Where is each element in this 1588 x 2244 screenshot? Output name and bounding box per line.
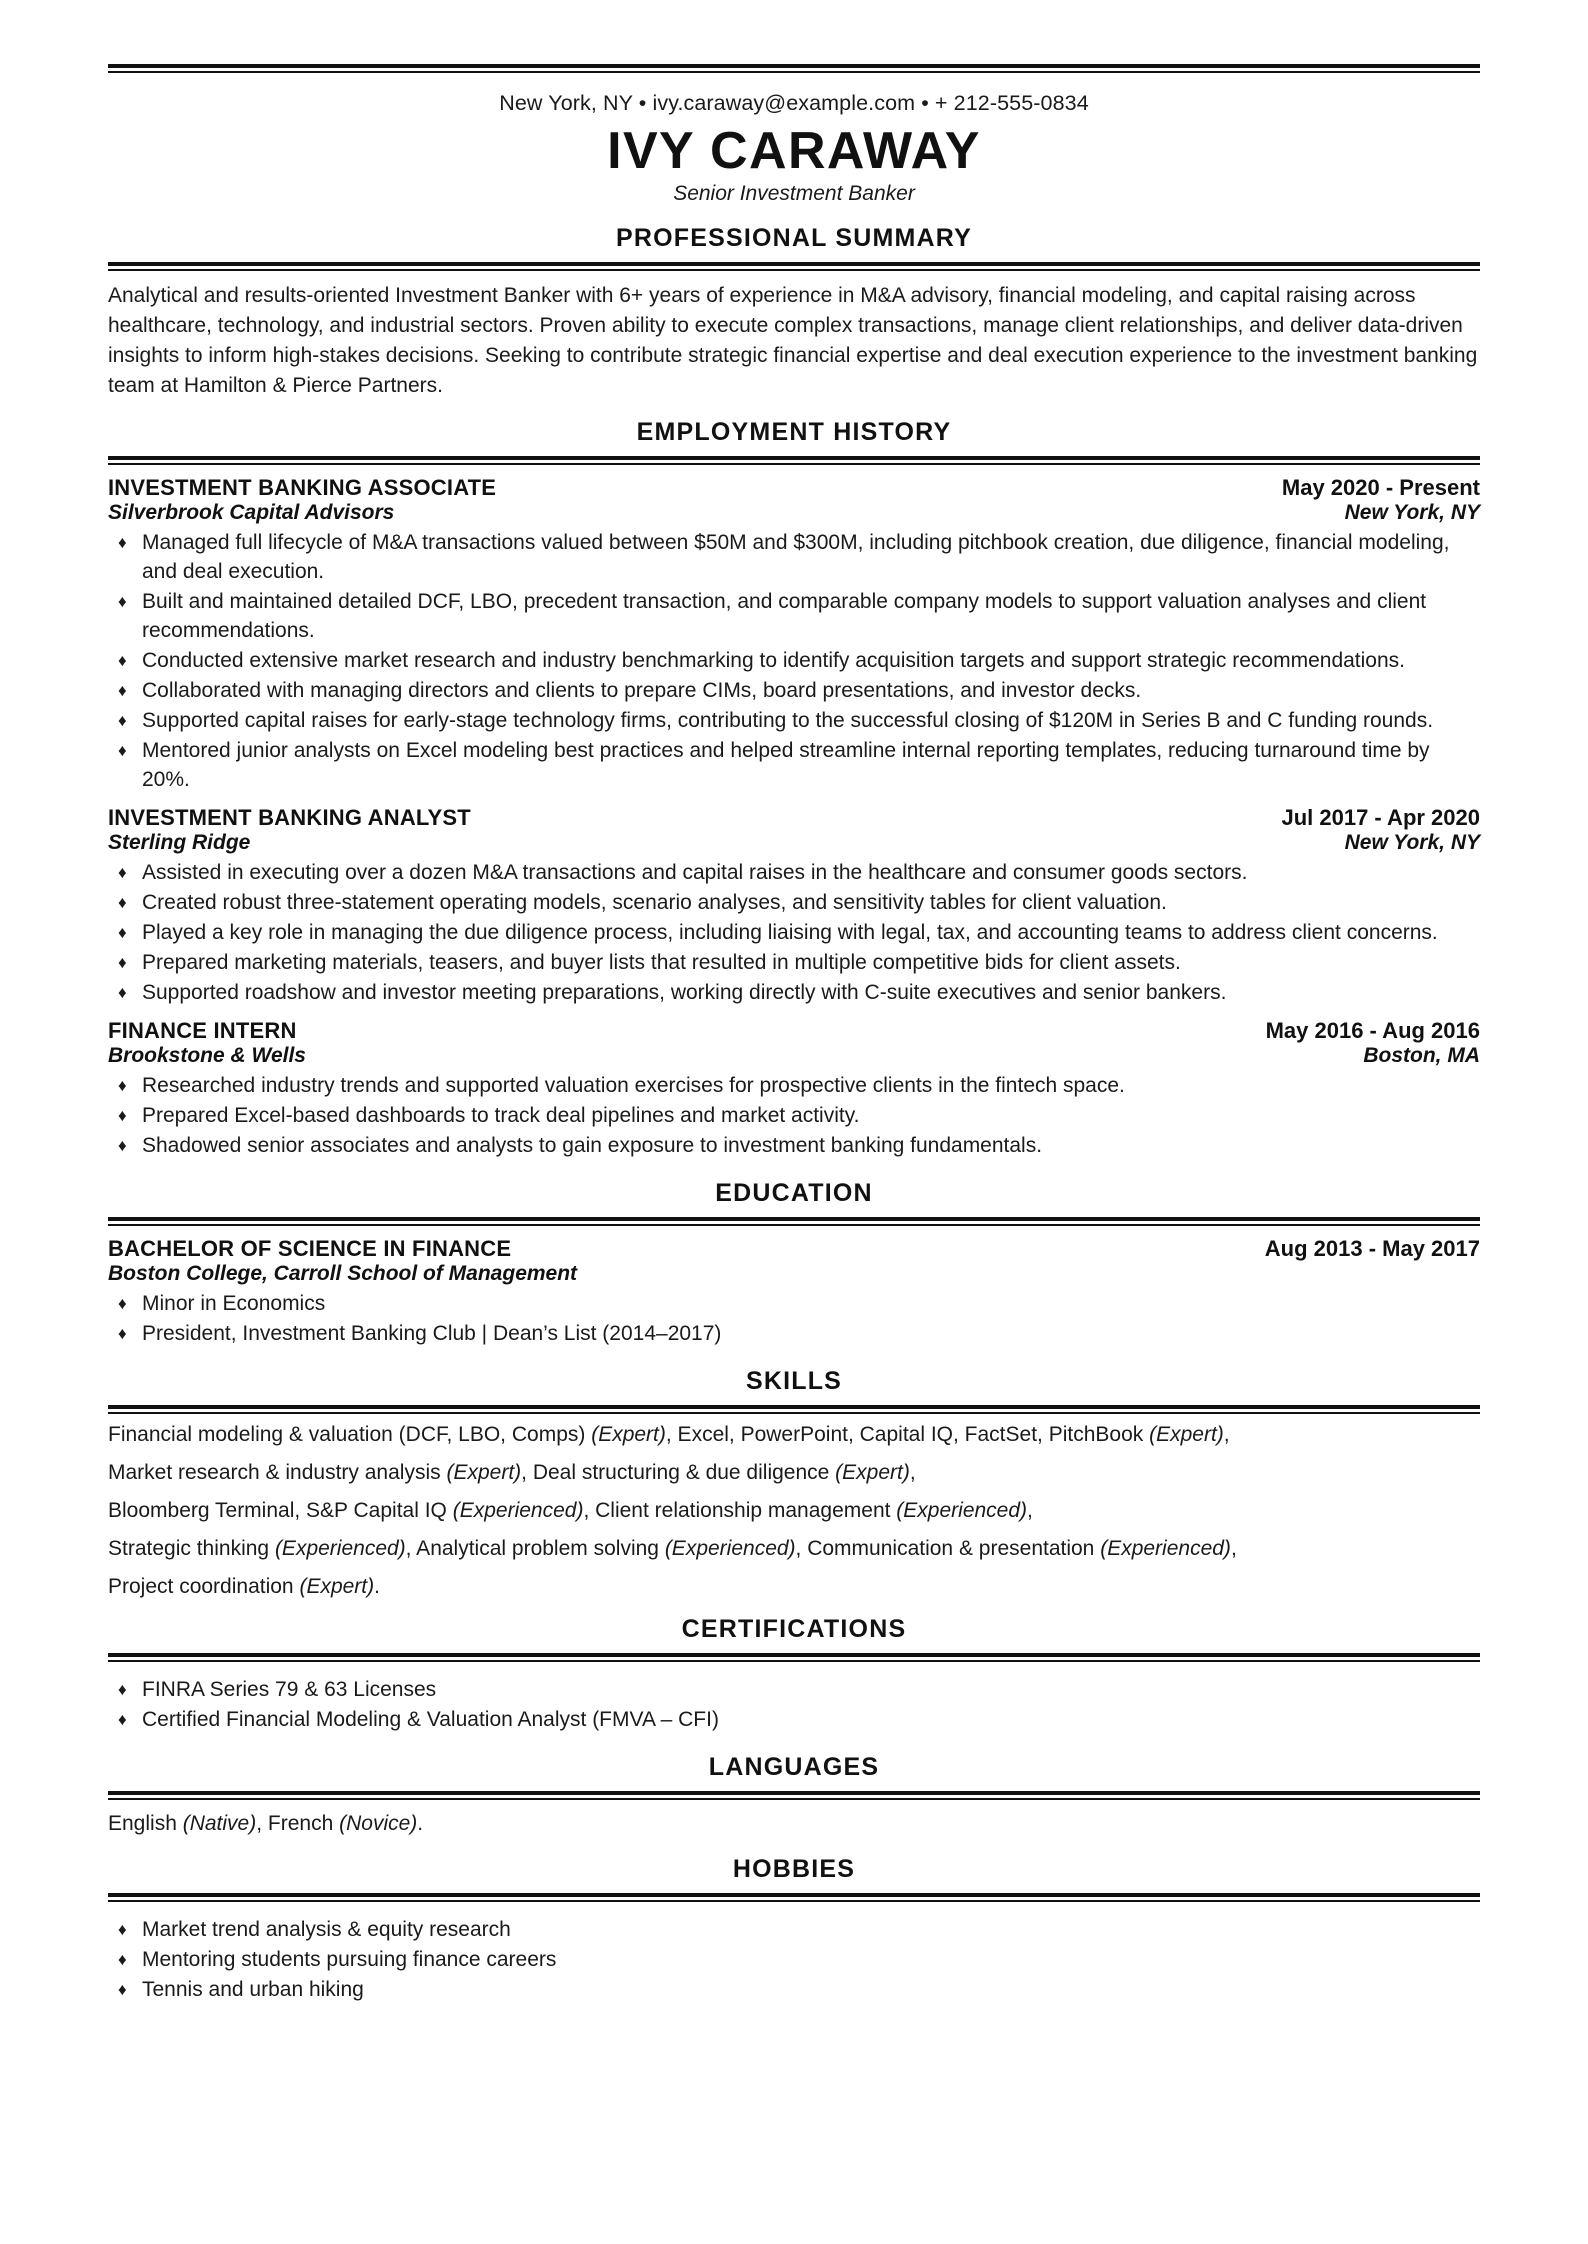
entry-organization: Sterling Ridge <box>108 831 251 855</box>
languages-text <box>108 1810 1480 1837</box>
skill-proficiency: (Expert) <box>446 1460 522 1484</box>
section-divider-education <box>108 1217 1480 1226</box>
diamond-bullet-icon: ♦ <box>118 1293 127 1313</box>
list-item <box>108 707 1480 736</box>
resume-sheet <box>108 64 1480 2006</box>
skill-proficiency: (Expert) <box>299 1574 375 1598</box>
page-title: IVY CARAWAY <box>607 122 981 180</box>
entry-location: New York, NY <box>1344 501 1480 525</box>
entry-bullets <box>108 1072 1480 1161</box>
section-title-summary: PROFESSIONAL SUMMARY <box>616 224 972 253</box>
diamond-bullet-icon: ♦ <box>118 1106 127 1126</box>
experience-entry <box>108 1236 1480 1349</box>
skill-name: , Client relationship management <box>583 1498 897 1522</box>
diamond-bullet-icon: ♦ <box>118 741 127 761</box>
list-item <box>108 919 1480 948</box>
experience-entry <box>108 1018 1480 1161</box>
diamond-bullet-icon: ♦ <box>118 533 127 553</box>
list-item-text: Prepared Excel-based dashboards to track deal pipelines and market activity. <box>142 1104 860 1128</box>
entry-location: New York, NY <box>1344 831 1480 855</box>
section-skills <box>108 1367 1480 1597</box>
contact-line: New York, NY • ivy.caraway@example.com • + 212-555-0834 <box>499 91 1089 115</box>
list-item-text: Mentoring students pursuing finance careers <box>142 1948 557 1972</box>
entry-bullets <box>108 1290 1480 1349</box>
skill-name: Strategic thinking <box>108 1536 275 1560</box>
list-item <box>108 1290 1480 1319</box>
diamond-bullet-icon: ♦ <box>118 1950 127 1970</box>
list-item-text: Market trend analysis & equity research <box>142 1918 511 1942</box>
list-item-text: Minor in Economics <box>142 1291 326 1315</box>
list-item-text: Created robust three-statement operating models, scenario analyses, and sensitivity tables for client valuation. <box>142 891 1167 915</box>
section-languages <box>108 1753 1480 1837</box>
diamond-bullet-icon: ♦ <box>118 953 127 973</box>
diamond-bullet-icon: ♦ <box>118 1709 127 1729</box>
list-item <box>108 1132 1480 1161</box>
certifications-list <box>108 1662 1480 1735</box>
section-divider-languages <box>108 1791 1480 1800</box>
entry-title-row <box>108 1018 1480 1044</box>
skill-proficiency: (Experienced) <box>896 1498 1028 1522</box>
language-name: . <box>417 1811 424 1835</box>
entry-role: INVESTMENT BANKING ANALYST <box>108 805 471 831</box>
diamond-bullet-icon: ♦ <box>118 893 127 913</box>
skill-name: Financial modeling & valuation (DCF, LBO, Comps) <box>108 1422 592 1446</box>
skill-proficiency: (Expert) <box>591 1422 666 1446</box>
skills-list <box>108 1414 1480 1597</box>
list-item-text: President, Investment Banking Club | Dean’s List (2014–2017) <box>142 1321 722 1345</box>
entry-title-row <box>108 1236 1480 1262</box>
skill-proficiency: (Experienced) <box>664 1536 796 1560</box>
diamond-bullet-icon: ♦ <box>118 651 127 671</box>
list-item-text: Shadowed senior associates and analysts to gain exposure to investment banking fundamentals. <box>142 1133 1043 1157</box>
diamond-bullet-icon: ♦ <box>118 1679 127 1699</box>
language-proficiency: (Novice) <box>339 1811 418 1835</box>
certifications-bullets <box>108 1676 1480 1735</box>
list-item <box>108 1102 1480 1131</box>
diamond-bullet-icon: ♦ <box>118 1323 127 1343</box>
section-education <box>108 1179 1480 1349</box>
headline-subtitle: Senior Investment Banker <box>673 182 915 206</box>
list-item <box>108 737 1480 795</box>
list-item <box>108 1946 1480 1975</box>
diamond-bullet-icon: ♦ <box>118 863 127 883</box>
skill-line <box>108 1500 1480 1521</box>
list-item-text: Built and maintained detailed DCF, LBO, precedent transaction, and comparable company models to support valuation analyses and client recommendations. <box>142 590 1427 643</box>
list-item <box>108 1916 1480 1945</box>
list-item-text: Tennis and urban hiking <box>142 1978 364 2002</box>
language-name: English <box>108 1811 183 1835</box>
experience-entry <box>108 805 1480 1008</box>
skill-name: , <box>1223 1422 1230 1446</box>
entry-org-row <box>108 501 1480 525</box>
section-title-certifications: CERTIFICATIONS <box>681 1614 907 1643</box>
section-title-skills: SKILLS <box>745 1366 843 1395</box>
skill-line <box>108 1538 1480 1559</box>
experience-entry <box>108 475 1480 795</box>
section-employment-history <box>108 418 1480 1160</box>
entry-role: INVESTMENT BANKING ASSOCIATE <box>108 475 497 501</box>
skill-name: , Excel, PowerPoint, Capital IQ, FactSet, PitchBook <box>665 1422 1150 1446</box>
entry-title-row <box>108 805 1480 831</box>
entry-bullets <box>108 859 1480 1008</box>
entry-org-row <box>108 1262 1480 1286</box>
skill-name: , <box>1230 1536 1237 1560</box>
entry-organization: Brookstone & Wells <box>108 1044 306 1068</box>
skill-name: Bloomberg Terminal, S&P Capital IQ <box>108 1498 453 1522</box>
skill-line <box>108 1576 1480 1597</box>
list-item-text: FINRA Series 79 & 63 Licenses <box>142 1677 437 1701</box>
skill-name: , Deal structuring & due diligence <box>521 1460 836 1484</box>
entry-location: Boston, MA <box>1363 1044 1480 1068</box>
list-item <box>108 647 1480 676</box>
skill-name: , Communication & presentation <box>795 1536 1101 1560</box>
section-divider-hobbies <box>108 1893 1480 1902</box>
section-title-employment: EMPLOYMENT HISTORY <box>636 418 952 447</box>
diamond-bullet-icon: ♦ <box>118 923 127 943</box>
list-item-text: Certified Financial Modeling & Valuation Analyst (FMVA – CFI) <box>142 1707 719 1731</box>
entry-dates: May 2016 - Aug 2016 <box>1265 1018 1480 1044</box>
diamond-bullet-icon: ♦ <box>118 592 127 612</box>
list-item-text: Researched industry trends and supported valuation exercises for prospective clients in the fintech space. <box>142 1074 1125 1098</box>
section-divider-certifications <box>108 1653 1480 1662</box>
diamond-bullet-icon: ♦ <box>118 1920 127 1940</box>
section-certifications <box>108 1615 1480 1735</box>
skill-name: Project coordination <box>108 1574 300 1598</box>
list-item-text: Conducted extensive market research and industry benchmarking to identify acquisition targets and support strategic recommendations. <box>142 649 1406 673</box>
diamond-bullet-icon: ♦ <box>118 983 127 1003</box>
section-divider-employment <box>108 456 1480 465</box>
entry-bullets <box>108 529 1480 795</box>
diamond-bullet-icon: ♦ <box>118 1980 127 2000</box>
list-item-text: Prepared marketing materials, teasers, and buyer lists that resulted in multiple competitive bids for client assets. <box>142 951 1181 975</box>
list-item-text: Collaborated with managing directors and clients to prepare CIMs, board presentations, and investor decks. <box>142 679 1142 703</box>
section-title-hobbies: HOBBIES <box>732 1855 856 1884</box>
section-title-education: EDUCATION <box>715 1178 873 1207</box>
entry-dates: May 2020 - Present <box>1281 475 1480 501</box>
diamond-bullet-icon: ♦ <box>118 681 127 701</box>
skill-proficiency: (Expert) <box>1149 1422 1224 1446</box>
skill-proficiency: (Expert) <box>835 1460 910 1484</box>
summary-paragraph: Analytical and results-oriented Investment Banker with 6+ years of experience in M&A advisory, financial modeling, and capital raising across healthcare, technology, and industrial sectors. Proven ability to execute complex transactions, manage client relationships, and deliver data-driven insights to inform high-stakes decisions. Seeking to contribute strategic financial expertise and deal execution experience to the investment banking team at Hamilton & Pierce Partners. <box>108 284 1478 397</box>
entry-org-row <box>108 1044 1480 1068</box>
list-item <box>108 1320 1480 1349</box>
list-item <box>108 529 1480 587</box>
diamond-bullet-icon: ♦ <box>118 1076 127 1096</box>
entry-role: BACHELOR OF SCIENCE IN FINANCE <box>108 1235 512 1261</box>
list-item-text: Assisted in executing over a dozen M&A transactions and capital raises in the healthcare and consumer goods sectors. <box>142 861 1248 885</box>
skill-proficiency: (Experienced) <box>1100 1536 1231 1560</box>
language-name: , French <box>256 1811 340 1835</box>
entry-role: FINANCE INTERN <box>108 1018 297 1044</box>
list-item-text: Mentored junior analysts on Excel modeling best practices and helped streamline internal reporting templates, reducing turnaround time by 20%. <box>142 739 1430 792</box>
entry-dates: Aug 2013 - May 2017 <box>1264 1235 1480 1261</box>
entry-organization: Boston College, Carroll School of Management <box>108 1261 578 1285</box>
list-item <box>108 1676 1480 1705</box>
hobbies-bullets <box>108 1916 1480 2005</box>
entry-dates: Jul 2017 - Apr 2020 <box>1281 805 1480 831</box>
skill-name: . <box>374 1574 380 1598</box>
skill-name: , <box>909 1460 916 1484</box>
skill-name: , Analytical problem solving <box>405 1536 665 1560</box>
skill-name: , <box>1027 1498 1033 1522</box>
skill-line <box>108 1424 1480 1445</box>
section-professional-summary <box>108 224 1480 400</box>
list-item <box>108 889 1480 918</box>
entry-organization: Silverbrook Capital Advisors <box>108 501 395 525</box>
list-item <box>108 677 1480 706</box>
list-item-text: Played a key role in managing the due diligence process, including liaising with legal, tax, and accounting teams to address client concerns. <box>142 921 1438 945</box>
hobbies-list <box>108 1902 1480 2005</box>
list-item <box>108 1976 1480 2005</box>
list-item-text: Supported roadshow and investor meeting preparations, working directly with C-suite executives and senior bankers. <box>142 981 1227 1005</box>
skill-proficiency: (Experienced) <box>274 1536 406 1560</box>
entry-org-row <box>108 831 1480 855</box>
language-proficiency: (Native) <box>182 1811 257 1835</box>
list-item <box>108 1706 1480 1735</box>
list-item-text: Supported capital raises for early-stage technology firms, contributing to the successful closing of $120M in Series B and C funding rounds. <box>142 709 1434 733</box>
list-item <box>108 859 1480 888</box>
section-title-languages: LANGUAGES <box>708 1752 880 1781</box>
diamond-bullet-icon: ♦ <box>118 1135 127 1155</box>
list-item <box>108 588 1480 646</box>
resume-header <box>108 91 1480 206</box>
skill-name: Market research & industry analysis <box>108 1460 447 1484</box>
list-item-text: Managed full lifecycle of M&A transactions valued between $50M and $300M, including pitchbook creation, due diligence, financial modeling, and deal execution. <box>142 531 1450 584</box>
languages-line <box>108 1800 1480 1837</box>
skill-line <box>108 1462 1480 1483</box>
employment-entries <box>108 465 1480 1160</box>
diamond-bullet-icon: ♦ <box>118 711 127 731</box>
section-hobbies <box>108 1855 1480 2005</box>
section-divider-skills <box>108 1405 1480 1414</box>
list-item <box>108 1072 1480 1101</box>
entry-title-row <box>108 475 1480 501</box>
list-item <box>108 949 1480 978</box>
list-item <box>108 979 1480 1008</box>
section-divider-summary <box>108 262 1480 271</box>
education-entries <box>108 1226 1480 1349</box>
skill-proficiency: (Experienced) <box>452 1498 584 1522</box>
top-divider <box>108 64 1480 73</box>
